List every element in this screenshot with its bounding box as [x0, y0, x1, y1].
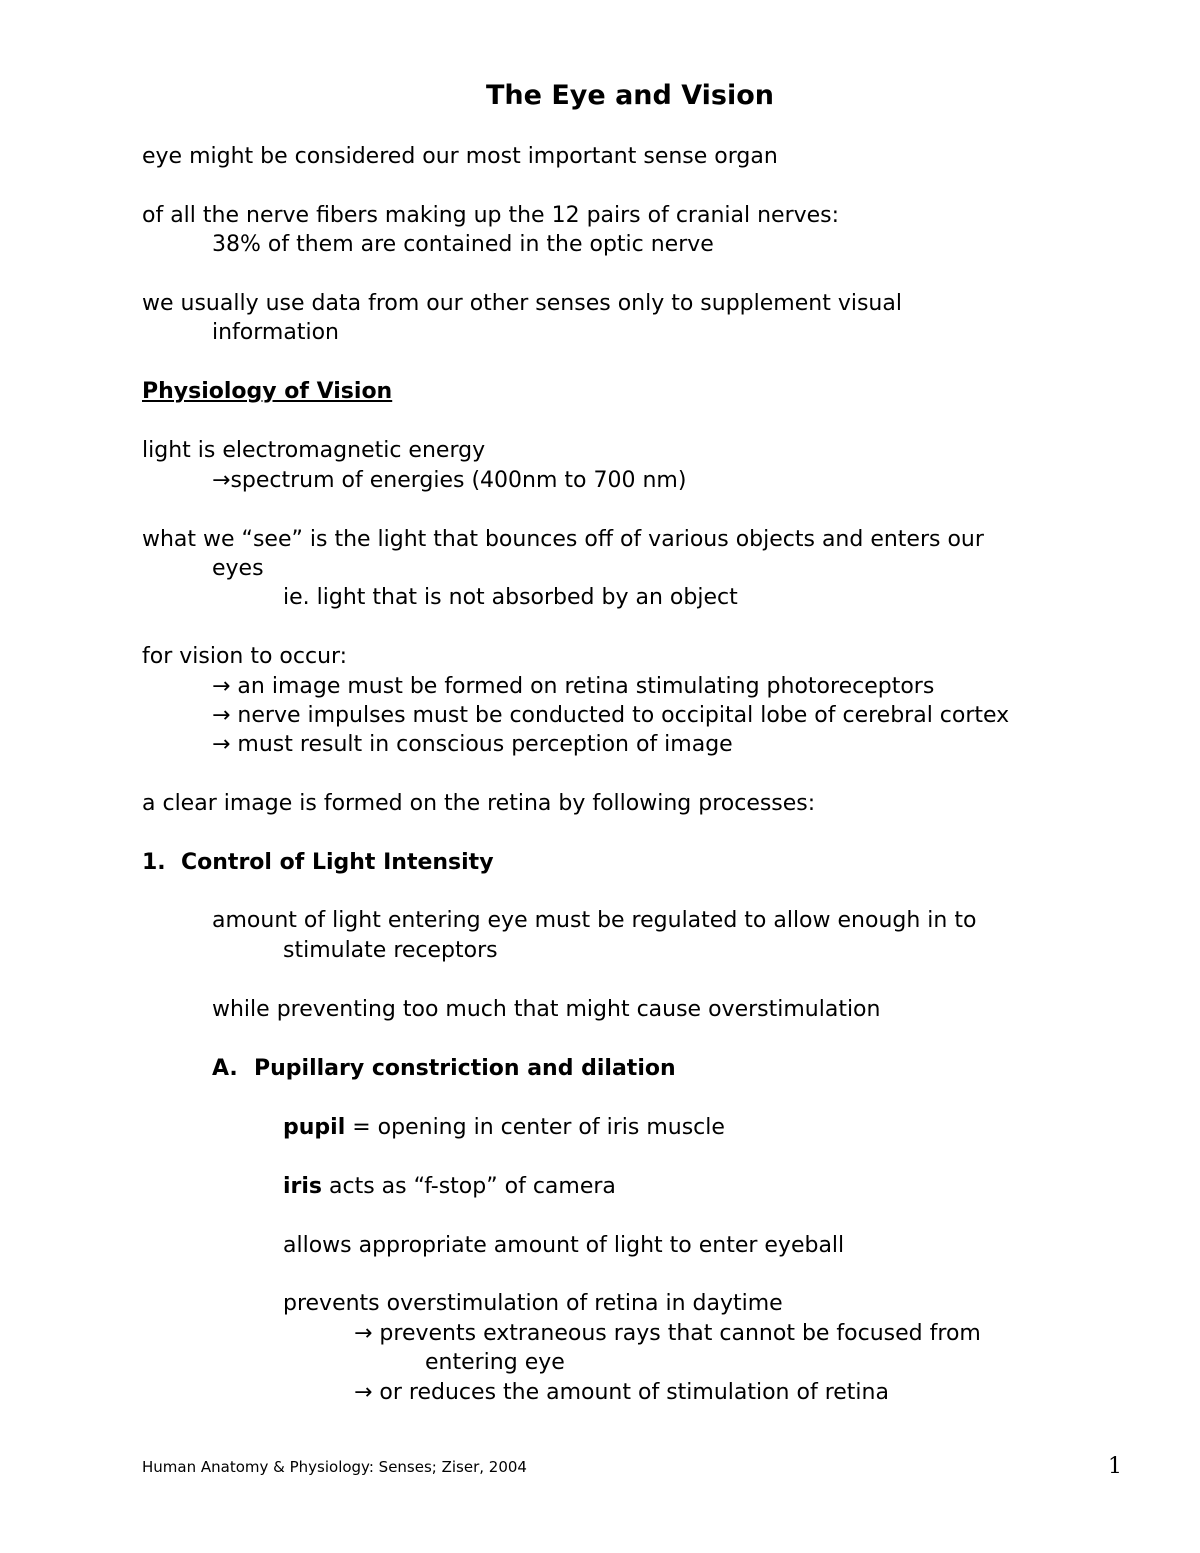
while-line: while preventing too much that might cause overstimulation [212, 997, 881, 1022]
intro-paragraph-3-line-1: we usually use data from our other senses only to supplement visual [142, 291, 902, 316]
vision-occur-item: → nerve impulses must be conducted to occipital lobe of cerebral cortex [212, 703, 1010, 728]
amount-line-2: stimulate receptors [283, 938, 498, 963]
vision-occur-intro: for vision to occur: [142, 644, 348, 669]
intro-paragraph-1: eye might be considered our most important sense organ [142, 144, 778, 169]
pupil-term: pupil [283, 1115, 346, 1140]
see-line-1: what we “see” is the light that bounces off of various objects and enters our [142, 527, 984, 552]
see-line-2: eyes [212, 556, 264, 581]
arrow-right-icon: → [212, 674, 231, 699]
arrow-right-icon: → [354, 1321, 373, 1346]
subsection-letter-a: A. [212, 1056, 238, 1081]
light-line-1: light is electromagnetic energy [142, 438, 486, 463]
arrow-right-icon: → [212, 468, 231, 493]
arrow-right-icon: → [212, 703, 231, 728]
intro-paragraph-3-line-2: information [212, 320, 339, 345]
page-footer: Human Anatomy & Physiology: Senses; Ziser, 2004 [142, 1458, 527, 1476]
vision-occur-item: → must result in conscious perception of image [212, 732, 733, 757]
amount-line-1: amount of light entering eye must be regulated to allow enough in to [212, 908, 977, 933]
page-number: 1 [1108, 1454, 1122, 1479]
section-number-1: 1. [142, 850, 166, 875]
iris-term: iris [283, 1174, 323, 1199]
intro-paragraph-2-line-1: of all the nerve fibers making up the 12 pairs of cranial nerves: [142, 203, 840, 228]
prevents-item-1-line-2: entering eye [425, 1350, 565, 1375]
arrow-right-icon: → [212, 732, 231, 757]
light-line-2: →spectrum of energies (400nm to 700 nm) [212, 468, 687, 493]
subsection-heading-pupillary: Pupillary constriction and dilation [254, 1056, 676, 1081]
iris-definition: iris acts as “f-stop” of camera [283, 1174, 616, 1199]
see-line-3: ie. light that is not absorbed by an object [283, 585, 738, 610]
intro-paragraph-2-line-2: 38% of them are contained in the optic nerve [212, 232, 714, 257]
prevents-line: prevents overstimulation of retina in daytime [283, 1291, 783, 1316]
section-heading-light-intensity: Control of Light Intensity [181, 850, 494, 875]
pupil-definition: pupil = opening in center of iris muscle [283, 1115, 725, 1140]
allows-line: allows appropriate amount of light to enter eyeball [283, 1233, 845, 1258]
arrow-right-icon: → [354, 1380, 373, 1405]
prevents-item-2: → or reduces the amount of stimulation of retina [354, 1380, 889, 1405]
section-heading-physiology: Physiology of Vision [142, 379, 393, 404]
clear-image-line: a clear image is formed on the retina by following processes: [142, 791, 816, 816]
vision-occur-item: → an image must be formed on retina stimulating photoreceptors [212, 674, 935, 699]
prevents-item-1-line-1: → prevents extraneous rays that cannot be focused from [354, 1321, 981, 1346]
page-title: The Eye and Vision [485, 80, 775, 111]
